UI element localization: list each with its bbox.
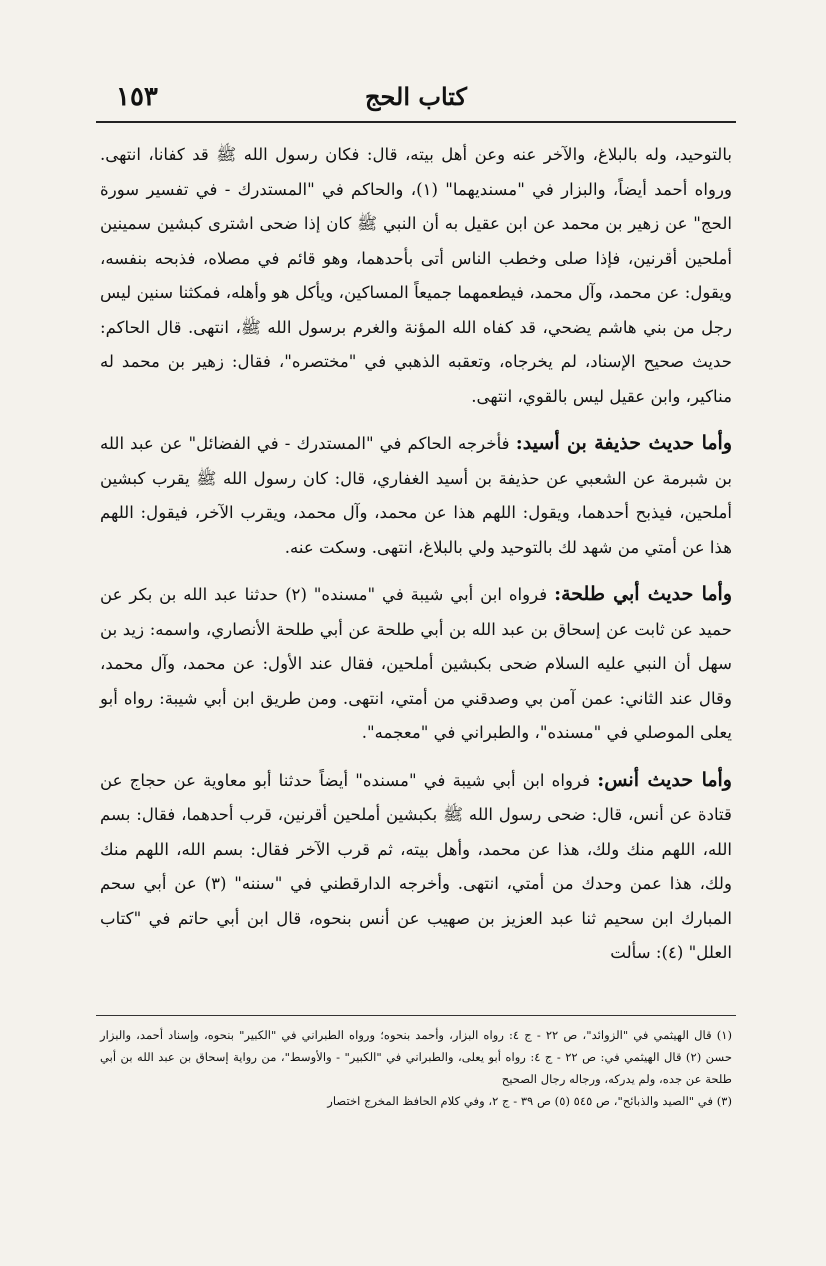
paragraph-4	[100, 763, 732, 971]
footnote-rule	[96, 1015, 736, 1016]
footnote-3-5: (٣) في "الصيد والذبائح"، ص ٥٤٥ (٥) ص ٣٩ - ج ٢، وفي كلام الحافظ المخرج اختصار	[327, 1094, 732, 1108]
section-heading-anas: وأما حديث أنس:	[597, 768, 732, 791]
paragraph-1: بالتوحيد، وله بالبلاغ، والآخر عنه وعن أهل بيته، قال: فكان رسول الله ﷺ قد كفانا، انتهى. ورواه أحمد أيضاً، والبزار في "مسنديهما" (١)، والحاكم في "المستدرك - في تفسير سورة الحج" عن زهير بن محمد عن ابن عقيل به أن النبي ﷺ كان إذا ضحى اشترى كبشين سمينين أملحين أقرنين، فإذا صلى وخطب الناس أتى بأحدهما، وهو قائم في مصلاه، فذبحه بنفسه، ويقول: عن محمد، وآل محمد، فيطعمهما جميعاً المساكين، ويأكل هو وأهله، فمكثنا سنين ليس رجل من بني هاشم يضحي، قد كفاه الله المؤنة والغرم برسول الله ﷺ، انتهى. قال الحاكم: حديث صحيح الإسناد، لم يخرجاه، وتعقبه الذهبي في "مختصره"، فقال: زهير بن محمد له مناكير، وابن عقيل ليس بالقوي، انتهى.	[100, 145, 732, 406]
section-heading-abu-talha: وأما حديث أبي طلحة:	[554, 583, 732, 605]
page-header	[96, 82, 736, 118]
paragraph-3-text: فرواه ابن أبي شيبة في "مسنده" (٢) حدثنا عبد الله بن بكر عن حميد عن ثابت عن إسحاق بن عبد الله بن أبي طلحة عن أبي طلحة الأنصاري، واسمه: زيد بن سهل أن النبي عليه السلام ضحى بكبشين أملحين، فقال عند الأول: عن محمد، وآل محمد، وقال عند الثاني: عمن آمن بي وصدقني من أمتي، انتهى. ومن طريق ابن أبي شيبة: رواه أبو يعلى الموصلي في "مسنده"، والطبراني في "معجمه".	[100, 585, 732, 742]
paragraph-2	[100, 426, 732, 565]
paragraph-4-text: فرواه ابن أبي شيبة في "مسنده" أيضاً حدثنا أبو معاوية عن حجاج عن قتادة عن أنس، قال: ضحى رسول الله ﷺ بكبشين أملحين أقرنين، قرب أحدهما، فقال: بسم الله، اللهم منك ولك، هذا عن محمد، وأهل بيته، ثم قرب الآخر فقال: بسم الله، اللهم منك ولك، هذا عمن وحدك من أمتي، انتهى. وأخرجه الدارقطني في "سننه" (٣) عن أبي سحم المبارك ابن سحيم ثنا عبد العزيز بن صهيب عن أنس بنحوه، قال ابن أبي حاتم في "كتاب العلل" (٤): سألت	[100, 770, 732, 962]
header-rule	[96, 121, 736, 123]
footnotes	[100, 1024, 732, 1112]
page-number: ١٥٣	[116, 82, 158, 112]
chapter-title: كتاب الحج	[365, 82, 467, 111]
section-heading-hudhayfa: وأما حديث حذيفة بن أسيد:	[515, 432, 732, 454]
main-text	[100, 138, 732, 971]
paragraph-2-text: فأخرجه الحاكم في "المستدرك - في الفضائل" عن عبد الله بن شبرمة عن الشعبي عن حذيفة بن أسيد الغفاري، قال: كان رسول الله ﷺ يقرب كبشين أملحين، فيذبح أحدهما، ويقول: اللهم هذا عن محمد، وآل محمد، ويقرب الآخر، فيقول: اللهم هذا عن أمتي من شهد لك بالتوحيد ولي بالبلاغ، انتهى. وسكت عنه.	[100, 434, 732, 557]
footnote-1-2: (١) قال الهيثمي في "الزوائد"، ص ٢٢ - ج ٤: رواه البزار، وأحمد بنحوه؛ ورواه الطبراني في "الكبير" بنحوه، وإسناد أحمد، والبزار حسن (٢) قال الهيثمي في: ص ٢٢ - ج ٤: رواه أبو يعلى، والطبراني في "الكبير" - والأوسط"، من رواية إسحاق بن عبد الله بن أبي طلحة عن جده، ولم يدركه، ورجاله رجال الصحيح	[100, 1028, 732, 1086]
paragraph-3	[100, 577, 732, 751]
